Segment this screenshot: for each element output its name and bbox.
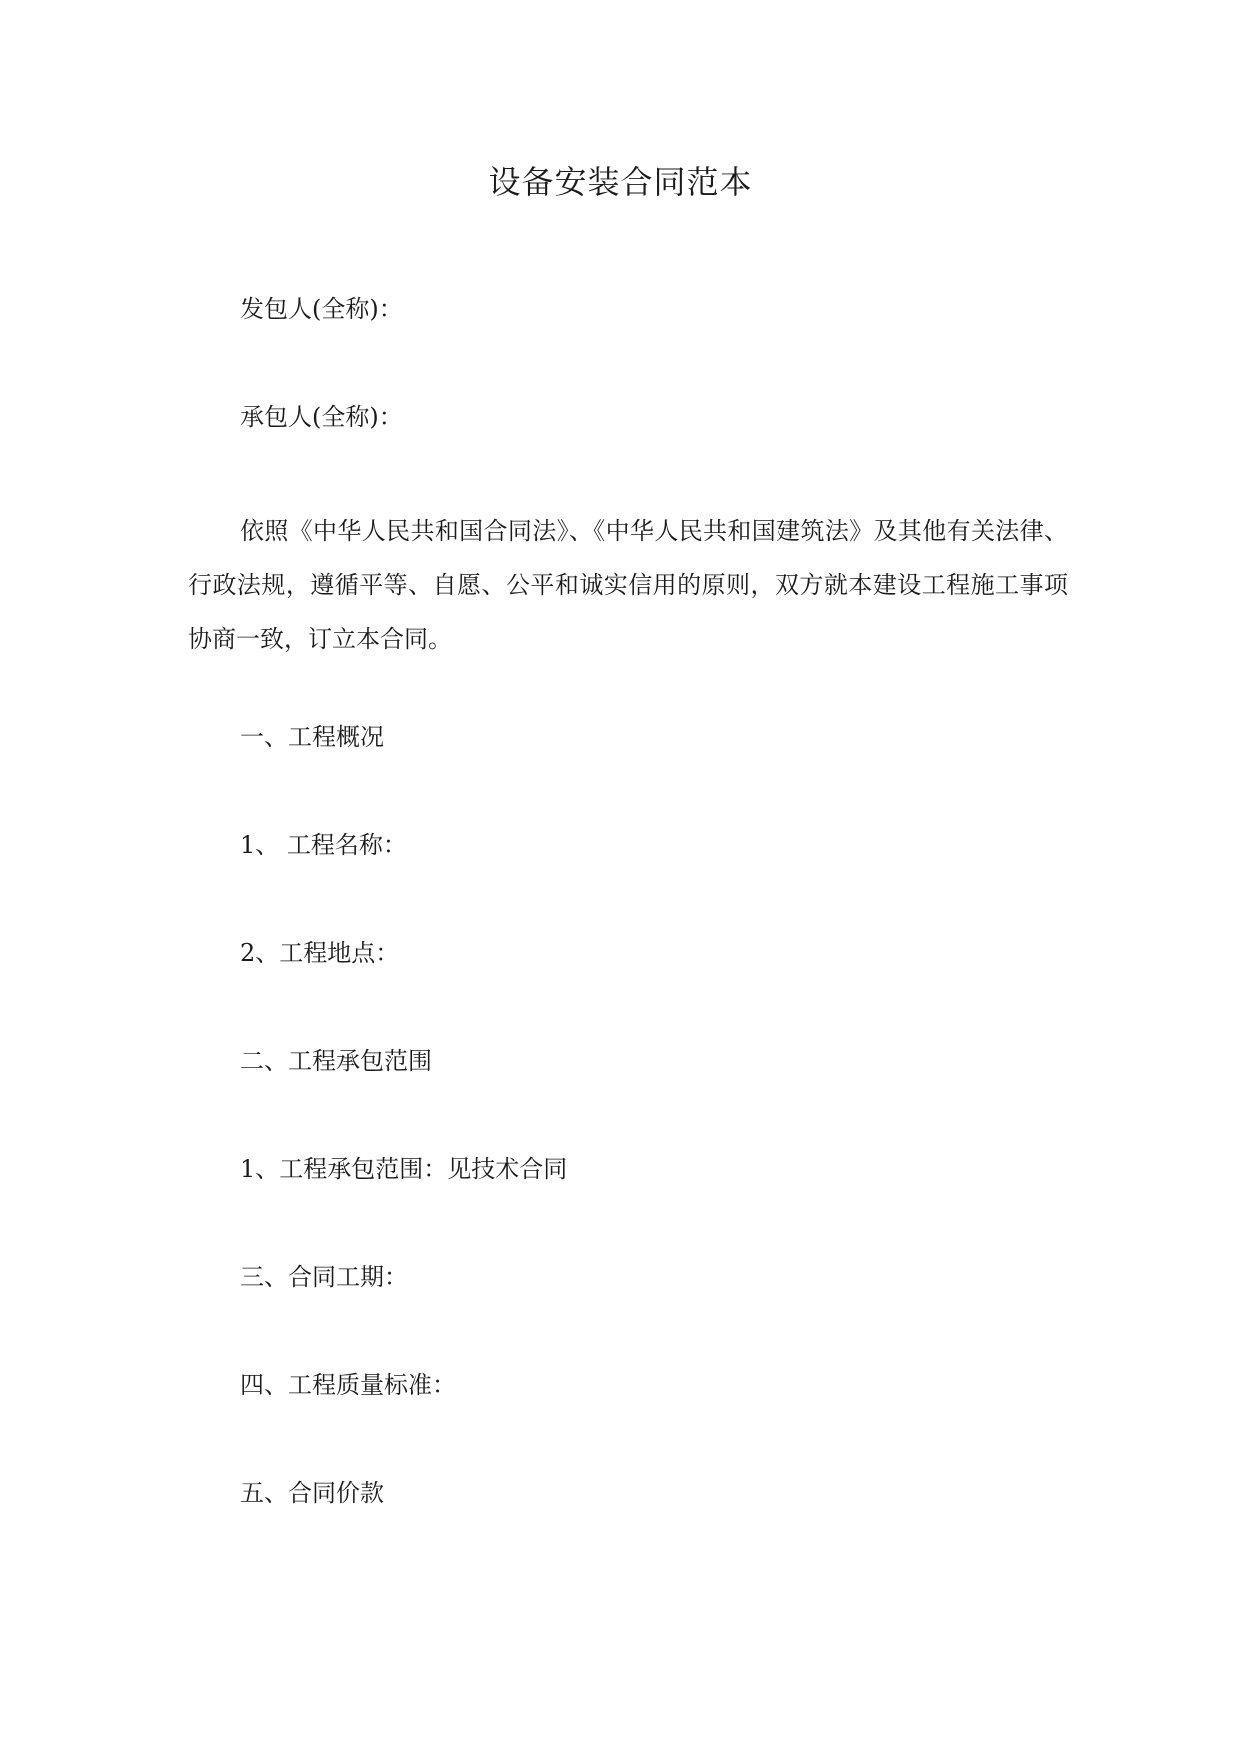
document-title: 设备安装合同范本 <box>488 163 753 201</box>
section-4-heading: 四、工程质量标准： <box>240 1371 456 1399</box>
section-5-heading: 五、合同价款 <box>240 1479 384 1507</box>
section-3-heading: 三、合同工期： <box>240 1263 408 1291</box>
party-a-label: 发包人(全称)： <box>240 295 403 323</box>
section-1-heading: 一、工程概况 <box>240 723 384 751</box>
party-b-label: 承包人(全称)： <box>240 403 403 431</box>
section-2-item-1: 1、工程承包范围：见技术合同 <box>240 1155 568 1183</box>
section-1-item-2: 2、工程地点： <box>240 939 400 967</box>
intro-paragraph: 依照《中华人民共和国合同法》、《中华人民共和国建筑法》及其他有关法律、行政法规，遵循平等、自愿、公平和诚实信用的原则，双方就本建设工程施工事项协商一致，订立本合同。 <box>188 517 1068 653</box>
section-1-item-1: 1、 工程名称： <box>240 831 407 859</box>
section-2-heading: 二、工程承包范围 <box>240 1047 432 1075</box>
